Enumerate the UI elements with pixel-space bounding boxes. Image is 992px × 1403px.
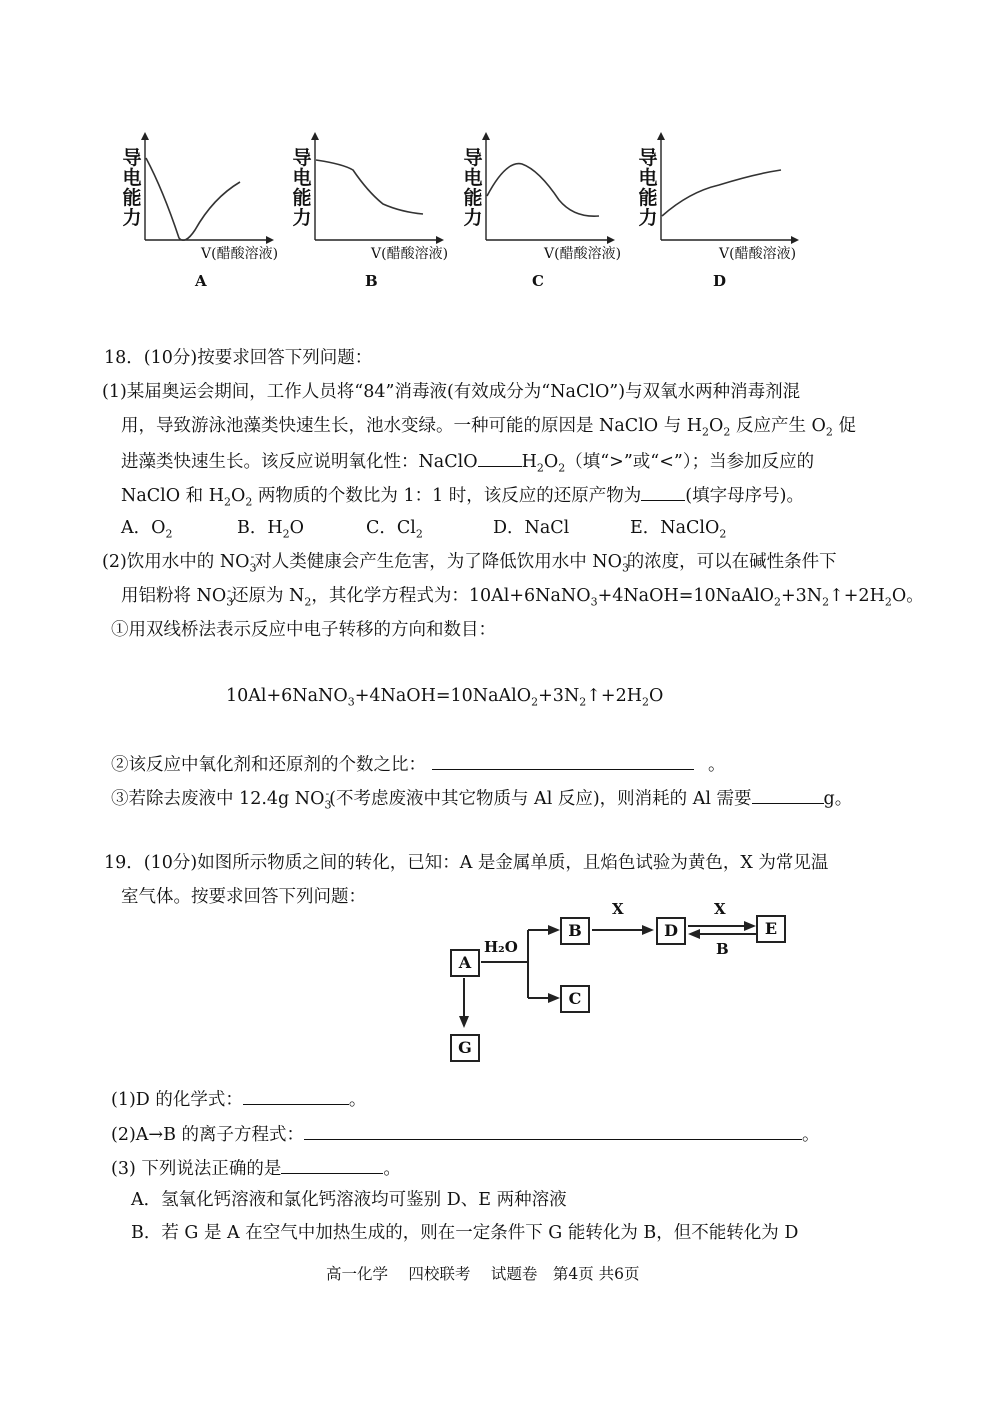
- q18-p1-line2: 用，导致游泳池藻类快速生长，池水变绿。一种可能的原因是 NaClO 与 $H_2O_2$ 反应产生 $O_2$ 促: [121, 416, 856, 439]
- q18-option-b: B．$H_2O$: [237, 518, 304, 541]
- graph-c-curve: [487, 164, 599, 217]
- graph-letter: B: [365, 272, 378, 290]
- q18-option-e: E．NaClO$_2$: [630, 518, 727, 541]
- graph-c-plot: [484, 130, 659, 250]
- graph-letter: C: [532, 272, 544, 290]
- answer-blank[interactable]: [478, 448, 522, 467]
- graph-d-curve: [662, 170, 781, 216]
- q18-option-d: D．NaCl: [493, 518, 570, 538]
- answer-blank[interactable]: [752, 785, 824, 804]
- q19-line2: 室气体。按要求回答下列问题：: [121, 887, 366, 907]
- answer-blank[interactable]: [432, 751, 694, 770]
- graph-xlabel: V(醋酸溶液): [201, 246, 279, 262]
- q18-option-a: A．$O_2$: [121, 518, 173, 541]
- node-c: C: [560, 985, 590, 1013]
- diagram-arrows: [440, 900, 800, 1070]
- node-d: D: [656, 917, 686, 945]
- q18-title: 18．(10分)按要求回答下列问题：: [104, 348, 373, 368]
- q18-sub3: ③若除去废液中 12.4g $NO_3^-$(不考虑废液中其它物质与 Al 反应)，则消耗的 Al 需要 g。: [111, 785, 852, 811]
- node-g: G: [450, 1034, 480, 1062]
- graph-b-curve: [316, 160, 423, 214]
- graph-letter: D: [713, 272, 727, 290]
- graph-d: [638, 130, 834, 295]
- graph-ylabel: 导电能力: [638, 147, 658, 229]
- node-b: B: [560, 917, 590, 945]
- graph-c: [463, 130, 659, 295]
- q18-sub2: ②该反应中氧化剂和还原剂的个数之比： 。: [111, 751, 726, 777]
- graph-xlabel: V(醋酸溶液): [371, 246, 449, 262]
- q19-option-b: B．若 G 是 A 在空气中加热生成的，则在一定条件下 G 能转化为 B，但不能转化为 D: [131, 1223, 799, 1243]
- graph-ylabel: 导电能力: [292, 147, 312, 229]
- q18-p2-line2: 用铝粉将 $NO_3^-$还原为 $N_2$，其化学方程式为：$10Al+6NaNO_3+4NaOH=10NaAlO_2+3N_2↑+2H_2O$。: [121, 584, 924, 609]
- q18-sub1: ①用双线桥法表示反应中电子转移的方向和数目：: [111, 620, 496, 640]
- q19-s3: (3) 下列说法正确的是 。: [111, 1155, 401, 1181]
- conversion-diagram: [440, 900, 800, 1070]
- label-b-back: B: [716, 940, 729, 958]
- graph-a-curve: [146, 158, 240, 240]
- label-h2o: H₂O: [484, 938, 518, 956]
- graph-d-plot: [659, 130, 834, 250]
- answer-blank[interactable]: [304, 1121, 802, 1140]
- q18-p1-line3: 进藻类快速生长。该反应说明氧化性：NaClO $H_2O_2$（填“>”或“<”）；当参加反应的: [121, 448, 814, 474]
- q19-option-a: A．氢氧化钙溶液和氯化钙溶液均可鉴别 D、E 两种溶液: [131, 1190, 567, 1210]
- label-x2: X: [714, 900, 726, 918]
- graph-ylabel: 导电能力: [463, 147, 483, 229]
- answer-blank[interactable]: [641, 482, 685, 501]
- answer-blank[interactable]: [281, 1155, 383, 1174]
- page-footer: 高一化学 四校联考 试题卷 第4页 共6页: [326, 1265, 640, 1283]
- q18-p1-line1: (1)某届奥运会期间，工作人员将“84”消毒液(有效成分为“NaClO”)与双氧水两种消毒剂混: [102, 382, 801, 402]
- q18-p2-line1: (2)饮用水中的 $NO_3^-$对人类健康会产生危害，为了降低饮用水中 $NO_3^-$的浓度，可以在碱性条件下: [102, 550, 837, 575]
- q18-equation: $10Al+6NaNO_3+4NaOH=10NaAlO_2+3N_2↑+2H_2O$: [226, 686, 664, 709]
- graph-xlabel: V(醋酸溶液): [719, 246, 797, 262]
- answer-blank[interactable]: [243, 1086, 349, 1105]
- label-x1: X: [612, 900, 624, 918]
- node-e: E: [756, 915, 786, 943]
- q18-p1-line4: NaClO 和 $H_2O_2$ 两物质的个数比为 1：1 时，该反应的还原产物为 (填字母序号)。: [121, 482, 804, 508]
- graph-ylabel: 导电能力: [122, 147, 142, 229]
- graph-letter: A: [195, 272, 207, 290]
- q18-option-c: C．$Cl_2$: [366, 518, 423, 541]
- q19-s1: (1)D 的化学式： 。: [111, 1086, 366, 1112]
- q19-s2: (2)A→B 的离子方程式： 。: [111, 1121, 820, 1147]
- graph-xlabel: V(醋酸溶液): [544, 246, 622, 262]
- q19-line1: 19．(10分)如图所示物质之间的转化，已知：A 是金属单质，且焰色试验为黄色，X 为常见温: [104, 853, 829, 873]
- node-a: A: [450, 949, 480, 977]
